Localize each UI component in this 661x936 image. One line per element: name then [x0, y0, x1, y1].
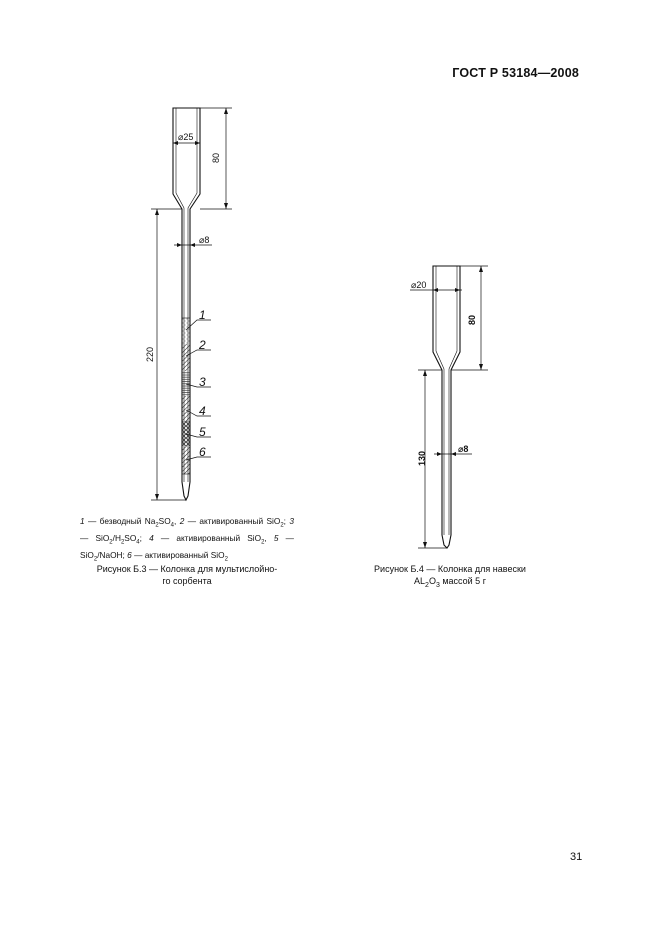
legend-text: — SiO [80, 533, 110, 544]
layer-label-3: 3 [199, 375, 206, 389]
legend-subscript: 2 [120, 539, 125, 546]
b4-stem-diameter-label: ⌀8 [458, 444, 469, 454]
legend-number: 4 [149, 533, 154, 544]
legend-text: — активированный SiO [184, 516, 281, 526]
layer-label-1: 1 [199, 308, 206, 322]
legend-text: /NaOH; [97, 550, 128, 561]
figure-b3-legend [80, 515, 294, 566]
b4-caption-sub2: 3 [435, 581, 440, 589]
figure-b3-layers [182, 318, 190, 474]
b3-stem-length-label: 220 [145, 346, 155, 362]
b4-caption-sub1: 2 [425, 581, 429, 589]
legend-subscript: 4 [170, 522, 175, 529]
b4-stem-length-label: 130 [417, 450, 427, 466]
figure-b3-dim-top-diameter [173, 132, 200, 145]
figure-b3-caption-line2: го сорбента [162, 576, 212, 586]
legend-text: — активированный SiO [153, 533, 262, 544]
legend-subscript: 4 [136, 539, 140, 546]
legend-number: 6 [127, 550, 132, 561]
layer-label-6: 6 [199, 445, 206, 459]
legend-subscript: 2 [93, 556, 98, 563]
figure-b4-column [433, 266, 460, 548]
figure-b3-caption [80, 563, 294, 587]
legend-number: 3 [289, 516, 294, 526]
legend-text: ; [283, 516, 290, 526]
b4-caption-formula-al: AL [414, 576, 426, 586]
figure-b3-dim-stem-length [145, 209, 186, 500]
layer-label-5: 5 [199, 425, 206, 439]
figure-b4-caption-line1: Рисунок Б.4 — Колонка для навески [374, 564, 526, 574]
b3-stem-diameter-label: ⌀8 [199, 235, 210, 245]
legend-text: SO [158, 516, 171, 526]
legend-subscript: 2 [109, 539, 113, 546]
b3-top-diameter-label: ⌀25 [178, 132, 194, 142]
legend-text: , [264, 533, 274, 544]
layer-label-4: 4 [199, 404, 206, 418]
legend-subscript: 2 [280, 522, 284, 529]
legend-subscript: 2 [155, 522, 159, 529]
b4-top-diameter-label: ⌀20 [411, 280, 427, 290]
legend-number: 5 [273, 533, 279, 544]
b3-top-height-label: 80 [211, 152, 221, 163]
b4-top-height-label: 80 [467, 314, 477, 325]
legend-number: 2 [179, 516, 185, 526]
layer-label-2: 2 [199, 338, 206, 352]
legend-text: /H [112, 533, 121, 544]
figure-b3-caption-line1: Рисунок Б.3 — Колонка для мультислойно- [96, 564, 278, 574]
figure-b4-caption-line2 [362, 575, 538, 592]
document-code-header: ГОСТ Р 53184—2008 [452, 66, 579, 80]
legend-text: — активированный SiO [131, 550, 225, 561]
figure-b3-layer-labels [198, 308, 206, 459]
figure-b3-dim-top-height [200, 108, 232, 209]
page-number: 31 [570, 851, 583, 863]
legend-subscript: 2 [261, 539, 265, 546]
legend-subscript: 2 [224, 556, 228, 563]
legend-text: — SiO [80, 533, 294, 561]
legend-text: ; [139, 533, 150, 544]
legend-text: , [174, 516, 180, 526]
figure-b4-dim-top-height [451, 266, 488, 370]
b4-caption-formula-o: O [428, 576, 436, 586]
legend-text: SO [124, 533, 137, 544]
legend-text: — безводный Na [84, 516, 156, 526]
figure-b4-caption [362, 563, 538, 592]
b4-caption-suffix: массой 5 г [439, 576, 486, 586]
legend-number: 1 [80, 516, 85, 526]
figure-b4-dim-stem-diameter [434, 444, 472, 456]
figure-b3-dim-stem-diameter [174, 235, 212, 247]
